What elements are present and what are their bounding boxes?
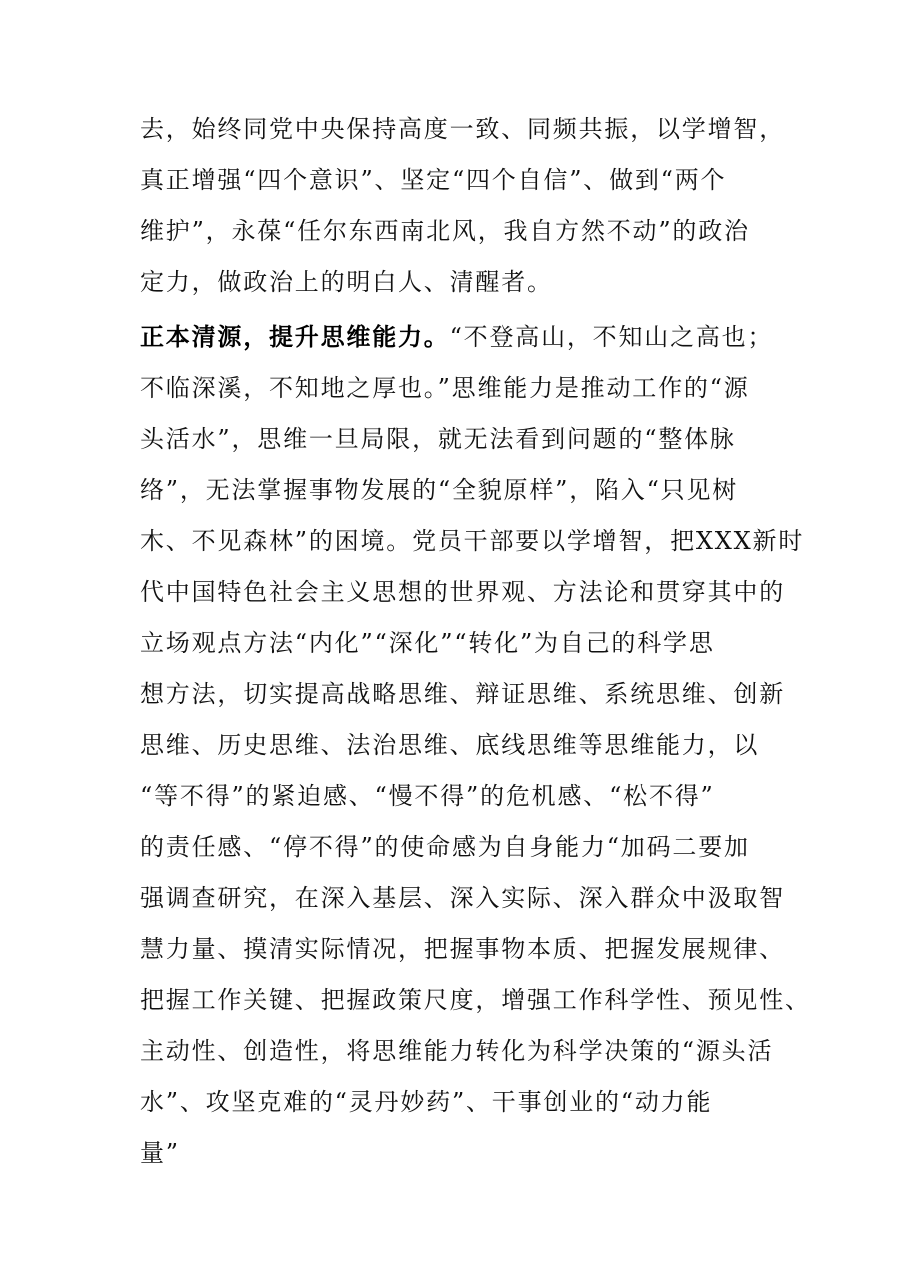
paragraph-1	[140, 104, 785, 308]
paragraph-line: 立场观点方法“内化”“深化”“转化”为自己的科学思	[140, 629, 715, 657]
paragraph-line: 络”，无法掌握事物发展的“全貌原样”，陷入“只见树	[140, 476, 739, 504]
paragraph-line: 慧力量、摸清实际情况，把握事物本质、把握发展规律、	[140, 935, 785, 963]
paragraph-line: 头活水”，思维一旦局限，就无法看到问题的“整体脉	[140, 425, 736, 453]
paragraph-first-line	[140, 312, 780, 363]
paragraph-2	[140, 312, 811, 1179]
paragraph-line: 量”	[140, 1139, 180, 1167]
paragraph-line: 木、不见森林”的困境。党员干部要以学增智，把XXX新时	[140, 527, 805, 555]
paragraph-line: 水”、攻坚克难的“灵丹妙药”、干事创业的“动力能	[140, 1088, 713, 1116]
paragraph-line: 的责任感、“停不得”的使命感为自身能力“加码二要加	[140, 833, 750, 861]
paragraph-line: 代中国特色社会主义思想的世界观、方法论和贯穿其中的	[140, 578, 785, 606]
paragraph-line: 主动性、创造性，将思维能力转化为科学决策的“源头活	[140, 1037, 774, 1065]
paragraph-line: 强调查研究，在深入基层、深入实际、深入群众中汲取智	[140, 884, 785, 912]
paragraph-line: 不临深溪，不知地之厚也。”思维能力是推动工作的“源	[140, 374, 750, 402]
paragraph-line: 思维、历史思维、法治思维、底线思维等思维能力，以	[140, 731, 760, 759]
paragraph-line: 维护”，永葆“任尔东西南北风，我自方然不动”的政治	[140, 217, 750, 245]
paragraph-line: 想方法，切实提高战略思维、辩证思维、系统思维、创新	[140, 680, 785, 708]
paragraph-line: 把握工作关键、把握政策尺度，增强工作科学性、预见性、	[140, 986, 811, 1014]
paragraph-line: 去，始终同党中央保持高度一致、同频共振，以学增智，	[140, 115, 785, 143]
section-heading: 正本清源，提升思维能力。	[140, 323, 450, 351]
paragraph-line-text: “不登高山，不知山之高也；	[449, 323, 774, 351]
paragraph-line: 定力，做政治上的明白人、清醒者。	[140, 268, 553, 296]
paragraph-line: “等不得”的紧迫感、“慢不得”的危机感、“松不得”	[140, 782, 715, 810]
paragraph-line: 真正增强“四个意识”、坚定“四个自信”、做到“两个	[140, 166, 727, 194]
